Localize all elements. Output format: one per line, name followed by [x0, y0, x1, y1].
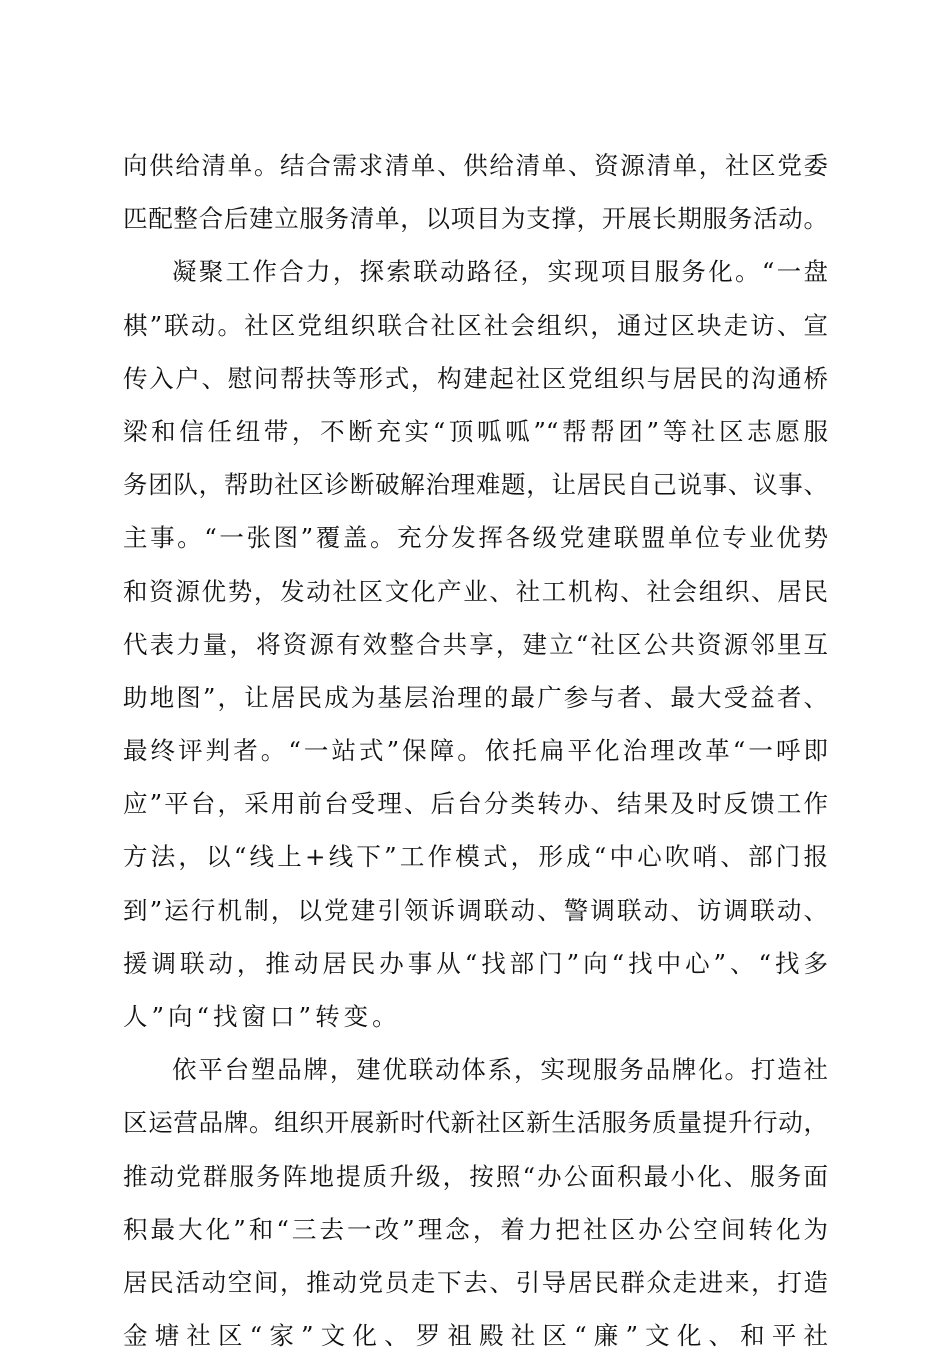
- paragraph-start-line: 依平台塑品牌，建优联动体系，实现服务品牌化。打造社: [172, 1055, 828, 1085]
- text-line: 积最大化”和“三去一改”理念，着力把社区办公空间转化为: [123, 1214, 828, 1244]
- text-line: 代表力量，将资源有效整合共享，建立“社区公共资源邻里互: [123, 629, 828, 659]
- text-line: 到”运行机制，以党建引领诉调联动、警调联动、访调联动、: [123, 895, 828, 925]
- paragraph-start-line: 凝聚工作合力，探索联动路径，实现项目服务化。“一盘: [172, 257, 828, 287]
- text-line: 务团队，帮助社区诊断破解治理难题，让居民自己说事、议事、: [123, 470, 828, 500]
- text-line: 助地图”，让居民成为基层治理的最广参与者、最大受益者、: [123, 682, 828, 712]
- text-line: 梁和信任纽带，不断充实“顶呱呱”“帮帮团”等社区志愿服: [123, 416, 828, 446]
- text-line: 最终评判者。“一站式”保障。依托扁平化治理改革“一呼即: [123, 736, 828, 766]
- text-line: 金塘社区“家”文化、罗祖殿社区“廉”文化、和平社: [123, 1321, 828, 1351]
- text-line: 匹配整合后建立服务清单，以项目为支撑，开展长期服务活动。: [123, 204, 828, 234]
- text-line: 应”平台，采用前台受理、后台分类转办、结果及时反馈工作: [123, 789, 828, 819]
- text-line: 居民活动空间，推动党员走下去、引导居民群众走进来，打造: [123, 1267, 828, 1297]
- body-text: [123, 139, 828, 1362]
- text-line: 传入户、慰问帮扶等形式，构建起社区党组织与居民的沟通桥: [123, 363, 828, 393]
- text-line: 援调联动，推动居民办事从“找部门”向“找中心”、“找多: [123, 948, 828, 978]
- text-line: 向供给清单。结合需求清单、供给清单、资源清单，社区党委: [123, 151, 828, 180]
- text-line: 方法，以“线上+线下”工作模式，形成“中心吹哨、部门报: [123, 842, 828, 872]
- text-line: 和资源优势，发动社区文化产业、社工机构、社会组织、居民: [123, 576, 828, 606]
- text-line: 推动党群服务阵地提质升级，按照“办公面积最小化、服务面: [123, 1161, 828, 1191]
- text-line: 主事。“一张图”覆盖。充分发挥各级党建联盟单位专业优势: [123, 523, 828, 553]
- text-line: 区运营品牌。组织开展新时代新社区新生活服务质量提升行动，: [123, 1108, 828, 1138]
- text-line: 棋”联动。社区党组织联合社区社会组织，通过区块走访、宣: [123, 310, 828, 340]
- paragraph-end-line: 人”向“找窗口”转变。: [123, 1002, 401, 1031]
